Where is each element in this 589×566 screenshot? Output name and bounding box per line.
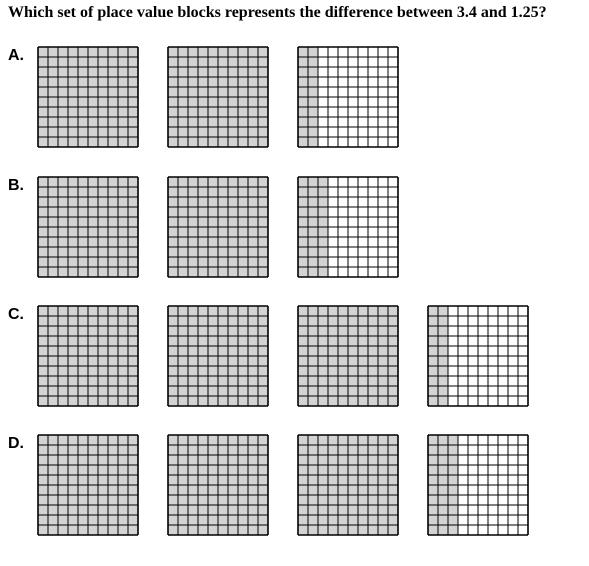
option-d[interactable]	[0, 434, 589, 538]
place-value-block	[37, 46, 139, 148]
option-a[interactable]	[0, 46, 589, 150]
place-value-block	[167, 305, 269, 407]
place-value-block	[297, 176, 399, 278]
place-value-block	[297, 434, 399, 536]
place-value-block	[37, 176, 139, 278]
place-value-block	[297, 46, 399, 148]
place-value-block	[167, 434, 269, 536]
place-value-block	[297, 305, 399, 407]
place-value-block	[37, 305, 139, 407]
place-value-block	[167, 176, 269, 278]
question-text: Which set of place value blocks represents the difference between 3.4 and 1.25?	[8, 4, 547, 21]
place-value-block	[427, 434, 529, 536]
option-label: A.	[8, 47, 24, 64]
place-value-block	[427, 305, 529, 407]
place-value-block	[167, 46, 269, 148]
option-label: D.	[8, 435, 24, 452]
option-label: B.	[8, 177, 24, 194]
option-c[interactable]	[0, 305, 589, 409]
option-label: C.	[8, 306, 24, 323]
place-value-block	[37, 434, 139, 536]
option-b[interactable]	[0, 176, 589, 280]
